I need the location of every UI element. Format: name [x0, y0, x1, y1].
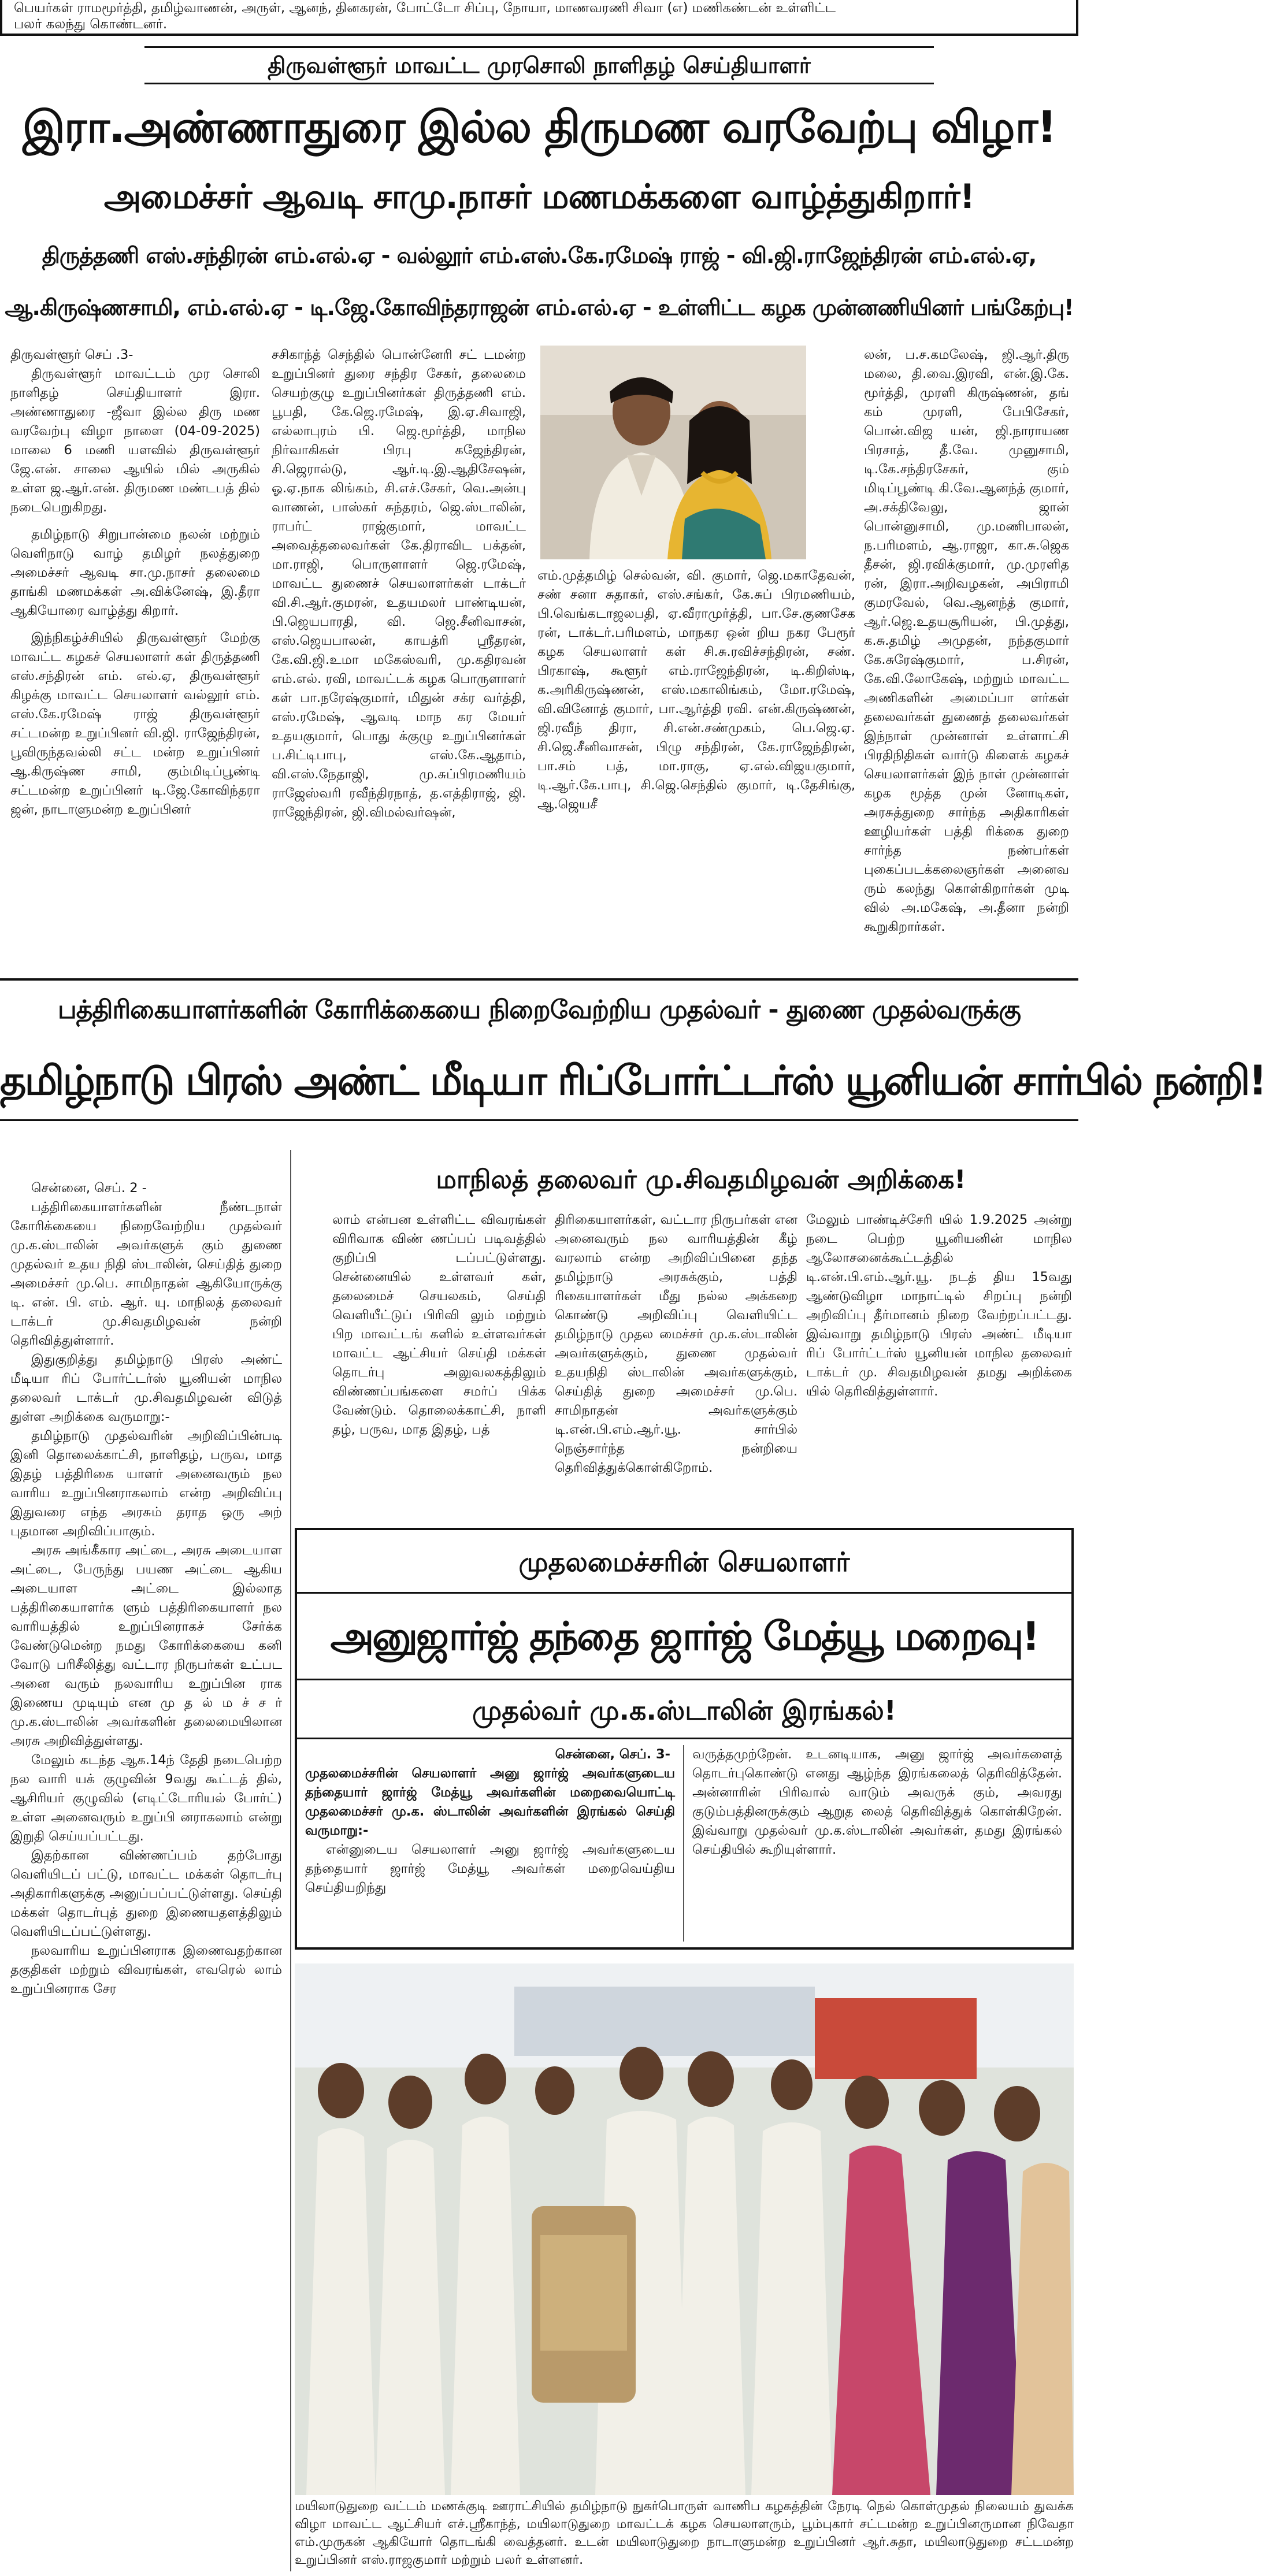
story1-column-2: சசிகாந்த் செந்தில் பொன்னேரி சட் டமன்ற உறுப்பினர் துரை சந்திர சேகர், தலைமை செயற்குழு உறுப்பினர்கள் திருத்தணி எம். பூபதி, கே.ஜெ.ரமேஷ், இ.ஏ.சிவாஜி, எல்லாபுரம் பி. ஜெ.மூர்த்தி, மாநில நிர்வாகிகள் பிரபு கஜேந்திரன், சி.ஜெரால்டு, ஆர்.டி.இ.ஆதிசேஷன், ஓ.ஏ.நாக லிங்கம், சி.எச்.சேகர், வெ.அன்பு வாணன், பாஸ்கர் சுந்தரம், ஜெ.ஸ்டாலின், ராபர்ட் ராஜ்குமார், மாவட்ட அவைத்தலைவர்கள் கே.திராவிட பக்தன், மா.ராஜி, பொருளாளர் ஜெ.ரமேஷ், மாவட்ட துணைச் செயலாளர்கள் டாக்டர் வி.சி.ஆர்.குமரன், உதயமலர் பாண்டியன், பி.ஜெயபாரதி, வி. ஜெ.சீனிவாசன், எஸ்.ஜெயபாலன், காயத்ரி ஸ்ரீதரன், கே.வி.ஜி.உமா மகேஸ்வரி, மு.கதிரவன் எம்.எல். ரவி, மாவட்டக் கழக பொருளாளர் கள் பா.நரேஷ்குமார், மிதுன் சக்ர வர்த்தி, எஸ்.ரமேஷ், ஆவடி மாந கர மேயர் உதயகுமார், பொது க்குழு உறுப்பினர்கள் ப.சிட்டிபாபு, எஸ்.கே.ஆதாம், வி.எஸ்.நேதாஜி, மு.சுப்பிரமணியம் ராஜேஸ்வரி ரவீந்திரநாத், த.எத்திராஜ், ஜி. ராஜேந்திரன், ஜி.விமல்வர்ஷன், — [272, 347, 526, 820]
obituary-right-column: வருத்தமுற்றேன். உடனடியாக, அனு ஜார்ஜ் அவர்களைத் தொடர்புகொண்டு எனது ஆழ்ந்த இரங்கலைத் தெரிவித்தேன். அன்னாரின் பிரிவால் வாடும் அவருக் கும், அவரது குடும்பத்தினருக்கும் ஆறுத லைத் தெரிவித்துக் கொள்கிறேன். இவ்வாறு முதல்வர் மு.க.ஸ்டாலின் அவர்கள், தமது இரங்கல் செய்தியில் கூறியுள்ளார். — [692, 1747, 1062, 1857]
column-divider — [290, 1150, 291, 2571]
story2-paragraph: மேலும் கடந்த ஆக.14ந் தேதி நடைபெற்ற நல வாரி யக் குழுவின் 9வது கூட்டத் தில், ஆசிரியர் குழுவில் (எடிட்டோரியல் போர்ட்) உள்ள அனைவரும் உறுப்பி னராகலாம் என்று இறுதி செய்யப்பட்டது. — [10, 1753, 282, 1844]
obituary-lead: முதலமைச்சரின் செயலாளர் அனு ஜார்ஜ் அவர்களுடைய தந்தையார் ஜார்ஜ் மேத்யூ அவர்களின் மறைவையொட்டி முதலமைச்சர் மு.க. ஸ்டாலின் அவர்களின் இரங்கல் செய்தி வருமாறு:- — [305, 1766, 675, 1838]
section-divider — [0, 978, 1078, 981]
story2-paragraph: அரசு அங்கீகார அட்டை, அரசு அடையாள அட்டை, பேருந்து பயண அட்டை ஆகிய அடையாள அட்டை இல்லாத பத்திரிகையாளர்க ளும் பத்திரிகையாளர் நல வாரியத்தில் உறுப்பினராகச் சேர்க்க வேண்டுமென்ற நமது கோரிக்கையை கனி வோடு பரிசீலித்து வட்டார நிருபர்கள் உட்பட அனை வரும் நலவாரிய உறுப்பின ராக இணைய முடியும் என மு த ல் ம ச் ச ர் மு.க.ஸ்டாலின் அவர்களின் தலைமையிலான அரசு அறிவித்துள்ளது. — [10, 1543, 282, 1749]
previous-story-line-1: பெயர்கள் ராமமூர்த்தி, தமிழ்வாணன், அருள், ஆனந், தினகரன், போட்டோ சிப்பு, நோயா, மாணவரணி சிவா (எ) மணிகண்டன் உள்ளிட்ட — [14, 1, 836, 16]
story2-paragraph: இதற்கான விண்ணப்பம் தற்போது வெளியிடப் பட்டு, மாவட்ட மக்கள் தொடர்பு அதிகாரிகளுக்கு அனுப்பப்பட்டுள்ளது. செய்தி மக்கள் தொடர்புத் துறை இணையதளத்திலும் வெளியிடப்பட்டுள்ளது. — [10, 1848, 282, 1939]
story2-paragraph: நலவாரிய உறுப்பினராக இணைவதற்கான தகுதிகள் மற்றும் விவரங்கள், எவரெல் லாம் உறுப்பினராக சேர — [10, 1943, 282, 1996]
story2-dateline: சென்னை, செப். 2 - — [31, 1181, 147, 1196]
obituary-subhead: முதல்வர் மு.க.ஸ்டாலின் இரங்கல்! — [297, 1682, 1071, 1739]
story2-column-2: லாம் என்பன உள்ளிட்ட விவரங்கள் விரிவாக விண் ணப்பப் படிவத்தில் குறிப்பி டப்பட்டுள்ளது. சென்னையில் உள்ளவர் கள், தலைமைச் செயலகம், செய்தி வெளியீட்டுப் பிரிவி லும் மற்றும் பிற மாவட்டங் களில் உள்ளவர்கள் மாவட்ட ஆட்சியர் செய்தி மக்கள் தொடர்பு அலுவலகத்திலும் விண்ணப்பங்களை சமர்ப் பிக்க வேண்டும். தொலைக்காட்சி, நாளி தழ், பருவ, மாத இதழ், பத் — [332, 1212, 546, 1437]
story1-dateline: திருவள்ளூர் செப் .3- — [10, 347, 133, 362]
story2-column-4: மேலும் பாண்டிச்சேரி யில் 1.9.2025 அன்று நடை பெற்ற யூனியனின் மாநில ஆலோசனைக்கூட்டத்தில் டி.என்.பி.எம்.ஆர்.யூ. நடத் திய 15வது ஆண்டுவிழா மாநாட்டில் சிறப்பு நன்றி அறிவிப்பு தீர்மானம் நிறை வேற்றப்பட்டது. இவ்வாறு தமிழ்நாடு பிரஸ் அண்ட் மீடியா ரிப் போர்ட்டர்ஸ் யூனியன் மாநில தலைவர் டாக்டர் மு. சிவதமிழவன் தமது அறிக்கை யில் தெரிவித்துள்ளார். — [806, 1212, 1072, 1399]
story1-names-line-2: ஆ.கிருஷ்ணசாமி, எம்.எல்.ஏ - டி.ஜே.கோவிந்தராஜன் எம்.எல்.ஏ - உள்ளிட்ட கழக முன்னணியினர் பங்கேற்பு! — [5, 295, 1074, 320]
obituary-paragraph: என்னுடைய செயலாளர் அனு ஜார்ஜ் அவர்களுடைய தந்தையார் ஜார்ஜ் மேத்யூ அவர்கள் மறைவெய்திய செய்தியறிந்து — [305, 1842, 675, 1895]
story2-column-3: திரிகையாளர்கள், வட்டார நிருபர்கள் என அனைவரும் நல வாரியத்தின் கீழ் வரலாம் என்ற அறிவிப்பினை தந்த தமிழ்நாடு அரசுக்கும், பத்தி ரிகையாளர்கள் மீது நல்ல அக்கறை கொண்டு அறிவிப்பு வெளியிட்ட தமிழ்நாடு முதல மைச்சர் மு.க.ஸ்டாலின் அவர்களுக்கும், துணை முதல்வர் உதயநிதி ஸ்டாலின் அவர்களுக்கும், செய்தித் துறை அமைச்சர் மு.பெ. சாமிநாதன் அவர்களுக்கும் டி.என்.பி.எம்.ஆர்.யூ. சார்பில் நெஞ்சார்ந்த நன்றியை தெரிவித்துக்கொள்கிறோம். — [555, 1212, 797, 1475]
photo-caption: மயிலாடுதுறை வட்டம் மணக்குடி ஊராட்சியில் தமிழ்நாடு நுகர்பொருள் வாணிப கழகத்தின் நேரடி நெல் கொள்முதல் நிலையம் துவக்க விழா மாவட்ட ஆட்சியர் எச்.ஸ்ரீகாந்த், மயிலாடுதுறை மாவட்டக் கழக செயலாளரும், பூம்புகார் சட்டமன்ற உறுப்பினருமான நிவேதா எம்.முருகன் ஆகியோர் தொடங்கி வைத்தனர். உடன் மயிலாடுதுறை நாடாளுமன்ற உறுப்பினர் ஆர்.சுதா, மயிலாடுதுறை சட்டமன்ற உறுப்பினர் எஸ்.ராஜகுமார் மற்றும் பலர் உள்ளனர். — [295, 2499, 1074, 2567]
story1-paragraph: திருவள்ளூர் மாவட்டம் முர சொலி நாளிதழ் செய்தியாளர் இரா. அண்ணாதுரை -ஜீவா இல்ல திரு மண வரவேற்பு விழா நாளை (04-09-2025) மாலை 6 மணி யளவில் திருவள்ளூர் ஜே.என். சாலை ஆயில் மில் அருகில் உள்ள ஜ.ஆர்.என். திருமண மண்டபத் தில் நடைபெறுகிறது. — [10, 366, 260, 515]
obituary-kicker: முதலமைச்சரின் செயலாளர் — [297, 1530, 1071, 1594]
obituary-headline: அனுஜார்ஜ் தந்தை ஜார்ஜ் மேத்யூ மறைவு! — [297, 1594, 1071, 1680]
story1-column-3: எம்.முத்தமிழ் செல்வன், வி. குமார், ஜெ.மகாதேவன், சண் சனா சுதாகர், எஸ்.சங்கர், கே.சுப் பிரமணியம், பி.வெங்கடாஜலபதி, ஏ.வீராமுர்த்தி, பா.சே.குணசேக ரன், டாக்டர்.பரிமளம், மாநகர ஒன் றிய நகர பேரூர் கழக செயலாளர் கள் சி.சு.ரவிச்சந்திரன், சண். பிரகாஷ், கூளூர் எம்.ராஜேந்திரன், டி.கிறிஸ்டி, க.அரிகிருஷ்ணன், எஸ்.மகாலிங்கம், மோ.ரமேஷ், வி.வினோத் குமார், பா.ஆர்த்தி ரவி. என்.கிருஷ்ணன், ஜி.ரவீந் திரா, சி.என்.சண்முகம், பெ.ஜெ.ஏ. சி.ஜெ.சீனிவாசன், பிழு சந்திரன், கே.ராஜேந்திரன், பா.சம் பத், மா.ராகு, ஏ.எல்.விஜயகுமார், டி.ஆர்.கே.பாபு, சி.ஜெ.செந்தில் குமார், டி.தேசிங்கு, ஆ.ஜெயசீ — [537, 568, 855, 812]
wedding-couple-illustration — [540, 346, 806, 559]
obituary-column-divider — [683, 1745, 684, 1942]
previous-story-tail — [0, 0, 1078, 36]
story1-headline: இரா.அண்ணாதுரை இல்ல திருமண வரவேற்பு விழா! — [23, 101, 1056, 153]
obituary-box — [295, 1528, 1074, 1950]
story1-paragraph: இந்நிகழ்ச்சியில் திருவள்ளூர் மேற்கு மாவட்ட கழகச் செயலாளர் கள் திருத்தணி எஸ்.சந்திரன் எம். எல்.ஏ, திருவள்ளூர் கிழக்கு மாவட்ட செயலாளர் வல்லூர் எம். எஸ்.கே.ரமேஷ் ராஜ் திருவள்ளூர் சட்டமன்ற உறுப்பினர் வி.ஜி. ராஜேந்திரன், பூவிருந்தவல்லி சட்ட மன்ற உறுப்பினர் ஆ.கிருஷ்ண சாமி, கும்மிடிப்பூண்டி சட்டமன்ற உறுப்பினர் டி.ஜே.கோவிந்தரா ஜன், நாடாளுமன்ற உறுப்பினர் — [10, 630, 260, 817]
event-crowd-illustration — [295, 1963, 1074, 2495]
story2-paragraph: இதுகுறித்து தமிழ்நாடு பிரஸ் அண்ட் மீடியா ரிப் போர்ட்டர்ஸ் யூனியன் மாநில தலைவர் டாக்டர் மு.சிவதமிழவன் விடுத் துள்ள அறிக்கை வருமாறு:- — [10, 1352, 282, 1424]
story2-subhead: மாநிலத் தலைவர் மு.சிவதமிழவன் அறிக்கை! — [436, 1165, 966, 1194]
previous-story-line-2: பலர் கலந்து கொண்டனர். — [14, 17, 168, 32]
story1-paragraph: தமிழ்நாடு சிறுபான்மை நலன் மற்றும் வெளிநாடு வாழ் தமிழர் நலத்துறை அமைச்சர் ஆவடி சா.மு.நாசர் தலைமை தாங்கி மணமக்கள் அ.விக்னேஷ், இ.தீரா ஆகியோரை வாழ்த்து கிறார். — [10, 527, 260, 618]
story2-kicker: பத்திரிகையாளர்களின் கோரிக்கையை நிறைவேற்றிய முதல்வர் - துணை முதல்வருக்கு — [58, 995, 1021, 1025]
story1-names-line-1: திருத்தணி எஸ்.சந்திரன் எம்.எல்.ஏ - வல்லூர் எம்.எஸ்.கே.ரமேஷ் ராஜ் - வி.ஜி.ராஜேந்திரன் எம்.எல்.ஏ, — [42, 243, 1037, 268]
obituary-dateline: சென்னை, செப். 3- — [555, 1747, 670, 1762]
story2-headline: தமிழ்நாடு பிரஸ் அண்ட் மீடியா ரிப்போர்ட்டர்ஸ் யூனியன் சார்பில் நன்றி! — [0, 1040, 1078, 1121]
paddy-procurement-event-photo — [295, 1963, 1074, 2495]
wedding-couple-photo — [540, 346, 806, 559]
story2-paragraph: தமிழ்நாடு முதல்வரின் அறிவிப்பின்படி இனி தொலைக்காட்சி, நாளிதழ், பருவ, மாத இதழ் பத்திரிகை யாளர் அனைவரும் நல வாரிய உறுப்பினராகலாம் என்ற அறிவிப்பு இதுவரை எந்த அரசும் தராத ஒரு அற் புதமான அறிவிப்பாகும். — [10, 1428, 282, 1539]
story2-paragraph: பத்திரிகையாளர்களின் நீண்டநாள் கோரிக்கையை நிறைவேற்றிய முதல்வர் மு.க.ஸ்டாலின் அவர்களுக் கும் துணை முதல்வர் உதய நிதி ஸ்டாலின், செய்தித் துறை அமைச்சர் மு.பெ. சாமிநாதன் ஆகியோருக்கு டி. என். பி. எம். ஆர். யு. மாநிலத் தலைவர் டாக்டர் மு.சிவதமிழவன் நன்றி தெரிவித்துள்ளார். — [10, 1200, 282, 1348]
story1-kicker: திருவள்ளூர் மாவட்ட முரசொலி நாளிதழ் செய்தியாளர் — [144, 46, 934, 84]
story1-column-1 — [10, 346, 260, 975]
story2-column-1 — [10, 1179, 282, 2566]
obituary-left-column — [305, 1745, 675, 1942]
story1-subhead: அமைச்சர் ஆவடி சாமு.நாசர் மணமக்களை வாழ்த்துகிறார்! — [103, 177, 975, 216]
story1-column-4: லன், ப.ச.கமலேஷ், ஜி.ஆர்.திரு மலை, தி.வை.இரவி, என்.இ.கே. மூர்த்தி, முரளி கிருஷ்ணன், தங் கம் முரளி, பேபிசேகர், பொன்.விஜ யன், ஜி.நாராயண பிரசாத், தீ.வே. முனுசாமி, டி.கே.சந்திரசேகர், கும் மிடிப்பூண்டி கி.வே.ஆனந்த் குமார், அ.சக்திவேலு, ஜான் பொன்னுசாமி, மு.மணிபாலன், ந.பரிமளம், ஆ.ராஜா, கா.சு.ஜெக தீசன், ஜி.ரவிக்குமார், மு.முரளித ரன், இரா.அறிவழகன், அபிராமி குமரவேல், வெ.ஆனந்த் குமார், ஆர்.ஜெ.உதயசூரியன், பி.முத்து, க.சு.தமிழ் அமுதன், நந்தகுமார் கே.சுரேஷ்குமார், ப.சிரன், கே.வி.லோகேஷ், மற்றும் மாவட்ட அணிகளின் அமைப்பா ளர்கள் தலைவர்கள் துணைத் தலைவர்கள் இந்நாள் முன்னாள் உள்ளாட்சி பிரதிநிதிகள் வார்டு கிளைக் கழகச் செயலாளர்கள் இந் நாள் முன்னாள் கழக மூத்த முன் னோடிகள், அரசுத்துறை சார்ந்த அதிகாரிகள் ஊழியர்கள் பத்தி ரிக்கை துறை சார்ந்த நண்பர்கள் புகைப்படக்கலைஞர்கள் அனைவ ரும் கலந்து கொள்கிறார்கள் முடி வில் அ.மகேஷ், அ.தீனா நன்றி கூறுகிறார்கள். — [864, 347, 1069, 934]
